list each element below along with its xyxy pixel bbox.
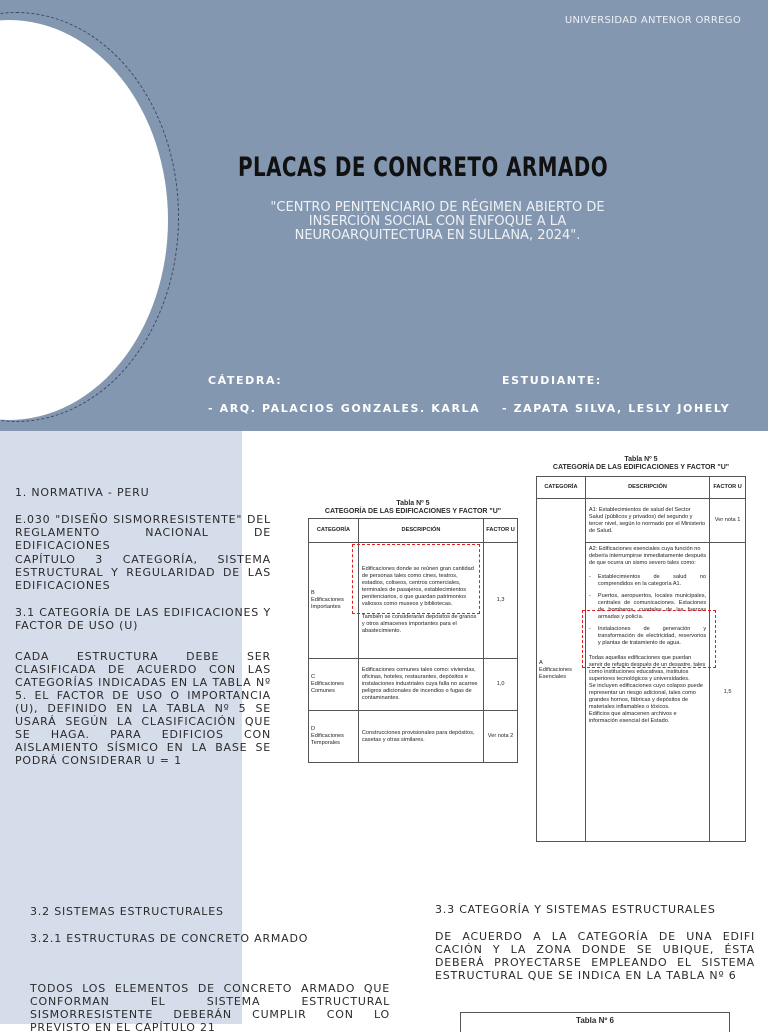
small-desc-d: Construcciones provisionales para depósitos, casetas y otras similares. — [358, 711, 483, 763]
table-row — [537, 499, 746, 543]
estudiante-label: ESTUDIANTE: — [502, 374, 602, 387]
paragraph-capitulo-3: CAPÍTULO 3 CATEGORÍA, SISTEMA ESTRUCTURAL Y REGULARIDAD DE LAS EDIFICACIONES — [15, 553, 271, 592]
small-cat-c: C Edificaciones Comunes — [309, 659, 359, 711]
small-factor-c: 1,0 — [484, 659, 518, 711]
large-header-factor: FACTOR U — [710, 477, 746, 499]
list-item: - Establecimientos de salud no comprendidos en la categoría A1. — [588, 574, 707, 587]
paragraph-3-1: 3.1 CATEGORÍA DE LAS EDIFICACIONES Y FACTOR DE USO (U) — [15, 606, 271, 632]
small-factor-d: Ver nota 2 — [484, 711, 518, 763]
highlight-box-small-table — [352, 544, 480, 614]
small-desc-b-extra: También se considerarán depósitos de granos y otros almacenes importantes para el abastecimiento. — [361, 614, 477, 634]
table-row — [309, 711, 518, 763]
section-heading-normativa: 1. NORMATIVA - PERU — [15, 486, 150, 499]
large-desc-a2-more: Todas aquellas edificaciones que puedan servir de refugio después de un desastre, tales como instituciones educativas, institutos superiores tecnológicos y universidades. Se incluyen edificaciones cuyo colapso puede representar un riesgo adicional, tales como grandes hornos, fábricas y depósitos de materiales inflamables o tóxicos. Edificios que almacenen archivos e información esencial del Estado. — [588, 655, 706, 724]
small-header-factor: FACTOR U — [484, 519, 518, 543]
small-table-caption — [308, 500, 518, 516]
large-table-caption — [536, 456, 746, 472]
small-cat-b: B Edificaciones Importantes — [309, 543, 359, 659]
large-cat-a: A Edificaciones Esenciales — [537, 499, 586, 842]
small-desc-c: Edificaciones comunes tales como: viviendas, oficinas, hoteles, restaurantes, depósitos e instalaciones industriales cuya falla no acarree peligros adicionales de incendios o fugas de contaminantes. — [358, 659, 483, 711]
project-subtitle: "CENTRO PENITENCIARIO DE RÉGIMEN ABIERTO DE INSERCIÓN SOCIAL CON ENFOQUE A LA NEUROARQUITECTURA EN SULLANA, 2024". — [270, 200, 605, 243]
small-table-caption-number: Tabla Nº 5 — [396, 500, 430, 507]
large-desc-a2 — [585, 543, 709, 842]
small-desc-b-main: Edificaciones donde se reúnen gran cantidad de personas tales como cines, teatros, estadios, coliseos, centros comerciales, terminales de pasajeros, establecimientos penitenciarios, o que guardan patrimonios valiosos como museos y bibliotecas. — [361, 566, 474, 607]
small-cat-d: D Edificaciones Temporales — [309, 711, 359, 763]
paragraph-3-2-1: TODOS LOS ELEMENTOS DE CONCRETO ARMADO QUE CONFORMAN EL SISTEMA ESTRUCTURAL SISMORRESISTENTE DEBERÁN CUMPLIR CON LO PREVISTO EN EL CAPÍTULO 21 — [30, 982, 390, 1034]
large-table-caption-title: CATEGORÍA DE LAS EDIFICACIONES Y FACTOR "U" — [552, 464, 730, 471]
hero-banner — [0, 0, 768, 431]
large-table-caption-number: Tabla Nº 5 — [624, 456, 658, 463]
large-desc-a1: A1: Establecimientos de salud del Sector Salud (públicos y privados) del segundo y tercer nivel, según lo normado por el Ministerio de Salud. — [585, 499, 709, 543]
small-factor-b: 1,3 — [484, 543, 518, 659]
list-item-text: Puertos, aeropuertos, locales municipales, centrales de comunicaciones. Estaciones de bomberos, cuarteles de las fuerzas armadas y policía. — [597, 593, 707, 620]
page-title: PLACAS DE CONCRETO ARMADO — [238, 152, 609, 183]
list-item-text: Instalaciones de generación y transformación de electricidad, reservorios y plantas de tratamiento de agua. — [597, 626, 707, 646]
large-factor-a2: 1,5 — [710, 543, 746, 842]
estudiante-value: - ZAPATA SILVA, LESLY JOHELY — [502, 402, 731, 415]
heading-3-2-1: 3.2.1 ESTRUCTURAS DE CONCRETO ARMADO — [30, 932, 309, 945]
catedra-value: - ARQ. PALACIOS GONZALES. KARLA — [208, 402, 481, 415]
paragraph-e030: E.030 "DISEÑO SISMORRESISTENTE" DEL REGLAMENTO NACIONAL DE EDIFICACIONES — [15, 513, 271, 552]
university-name: UNIVERSIDAD ANTENOR ORREGO — [564, 15, 741, 26]
decorative-dashed-ring — [0, 12, 179, 422]
paragraph-clasificacion: CADA ESTRUCTURA DEBE SER CLASIFICADA DE ACUERDO CON LAS CATEGORÍAS INDICADAS EN LA TABLA Nº 5. EL FACTOR DE USO O IMPORTANCIA (U), DEFINIDO EN LA TABLA Nº 5 SE USARÁ SEGÚN LA CLASIFICACIÓN QUE SE HAGA. PARA EDIFICIOS CON AISLAMIENTO SÍSMICO EN LA BASE SE PODRÁ CONSIDERAR U = 1 — [15, 650, 271, 767]
table-row — [309, 659, 518, 711]
small-header-descripcion: DESCRIPCIÓN — [358, 519, 483, 543]
paragraph-3-3: DE ACUERDO A LA CATEGORÍA DE UNA EDIFI CACIÓN Y LA ZONA DONDE SE UBIQUE, ÉSTA DEBERÁ PROYECTARSE EMPLEANDO EL SISTEMA ESTRUCTURAL QUE SE INDICA EN LA TABLA Nº 6 — [435, 930, 755, 982]
large-desc-a2-intro: A2: Edificaciones esenciales cuya función no debería interrumpirse inmediatamente después de que ocurra un sismo severo tales como: — [588, 546, 707, 566]
large-header-descripcion: DESCRIPCIÓN — [585, 477, 709, 499]
large-header-categoria: CATEGORÍA — [537, 477, 586, 499]
list-item-text: Establecimientos de salud no comprendidos en la categoría A1. — [597, 574, 707, 587]
table-6-caption: Tabla Nº 6 — [576, 1016, 614, 1025]
small-table-caption-title: CATEGORÍA DE LAS EDIFICACIONES Y FACTOR "U" — [324, 508, 502, 515]
large-factor-a1: Ver nota 1 — [710, 499, 746, 543]
catedra-label: CÁTEDRA: — [208, 374, 283, 387]
list-item: - Instalaciones de generación y transformación de electricidad, reservorios y plantas de tratamiento de agua. — [588, 626, 707, 646]
heading-3-3: 3.3 CATEGORÍA Y SISTEMAS ESTRUCTURALES — [435, 903, 716, 916]
table-6-frame — [460, 1012, 730, 1032]
list-item: - Puertos, aeropuertos, locales municipales, centrales de comunicaciones. Estaciones de bomberos, cuarteles de las fuerzas armadas y policía. — [588, 593, 707, 620]
small-header-categoria: CATEGORÍA — [309, 519, 359, 543]
heading-3-2: 3.2 SISTEMAS ESTRUCTURALES — [30, 905, 224, 918]
highlight-box-large-table — [582, 610, 716, 668]
